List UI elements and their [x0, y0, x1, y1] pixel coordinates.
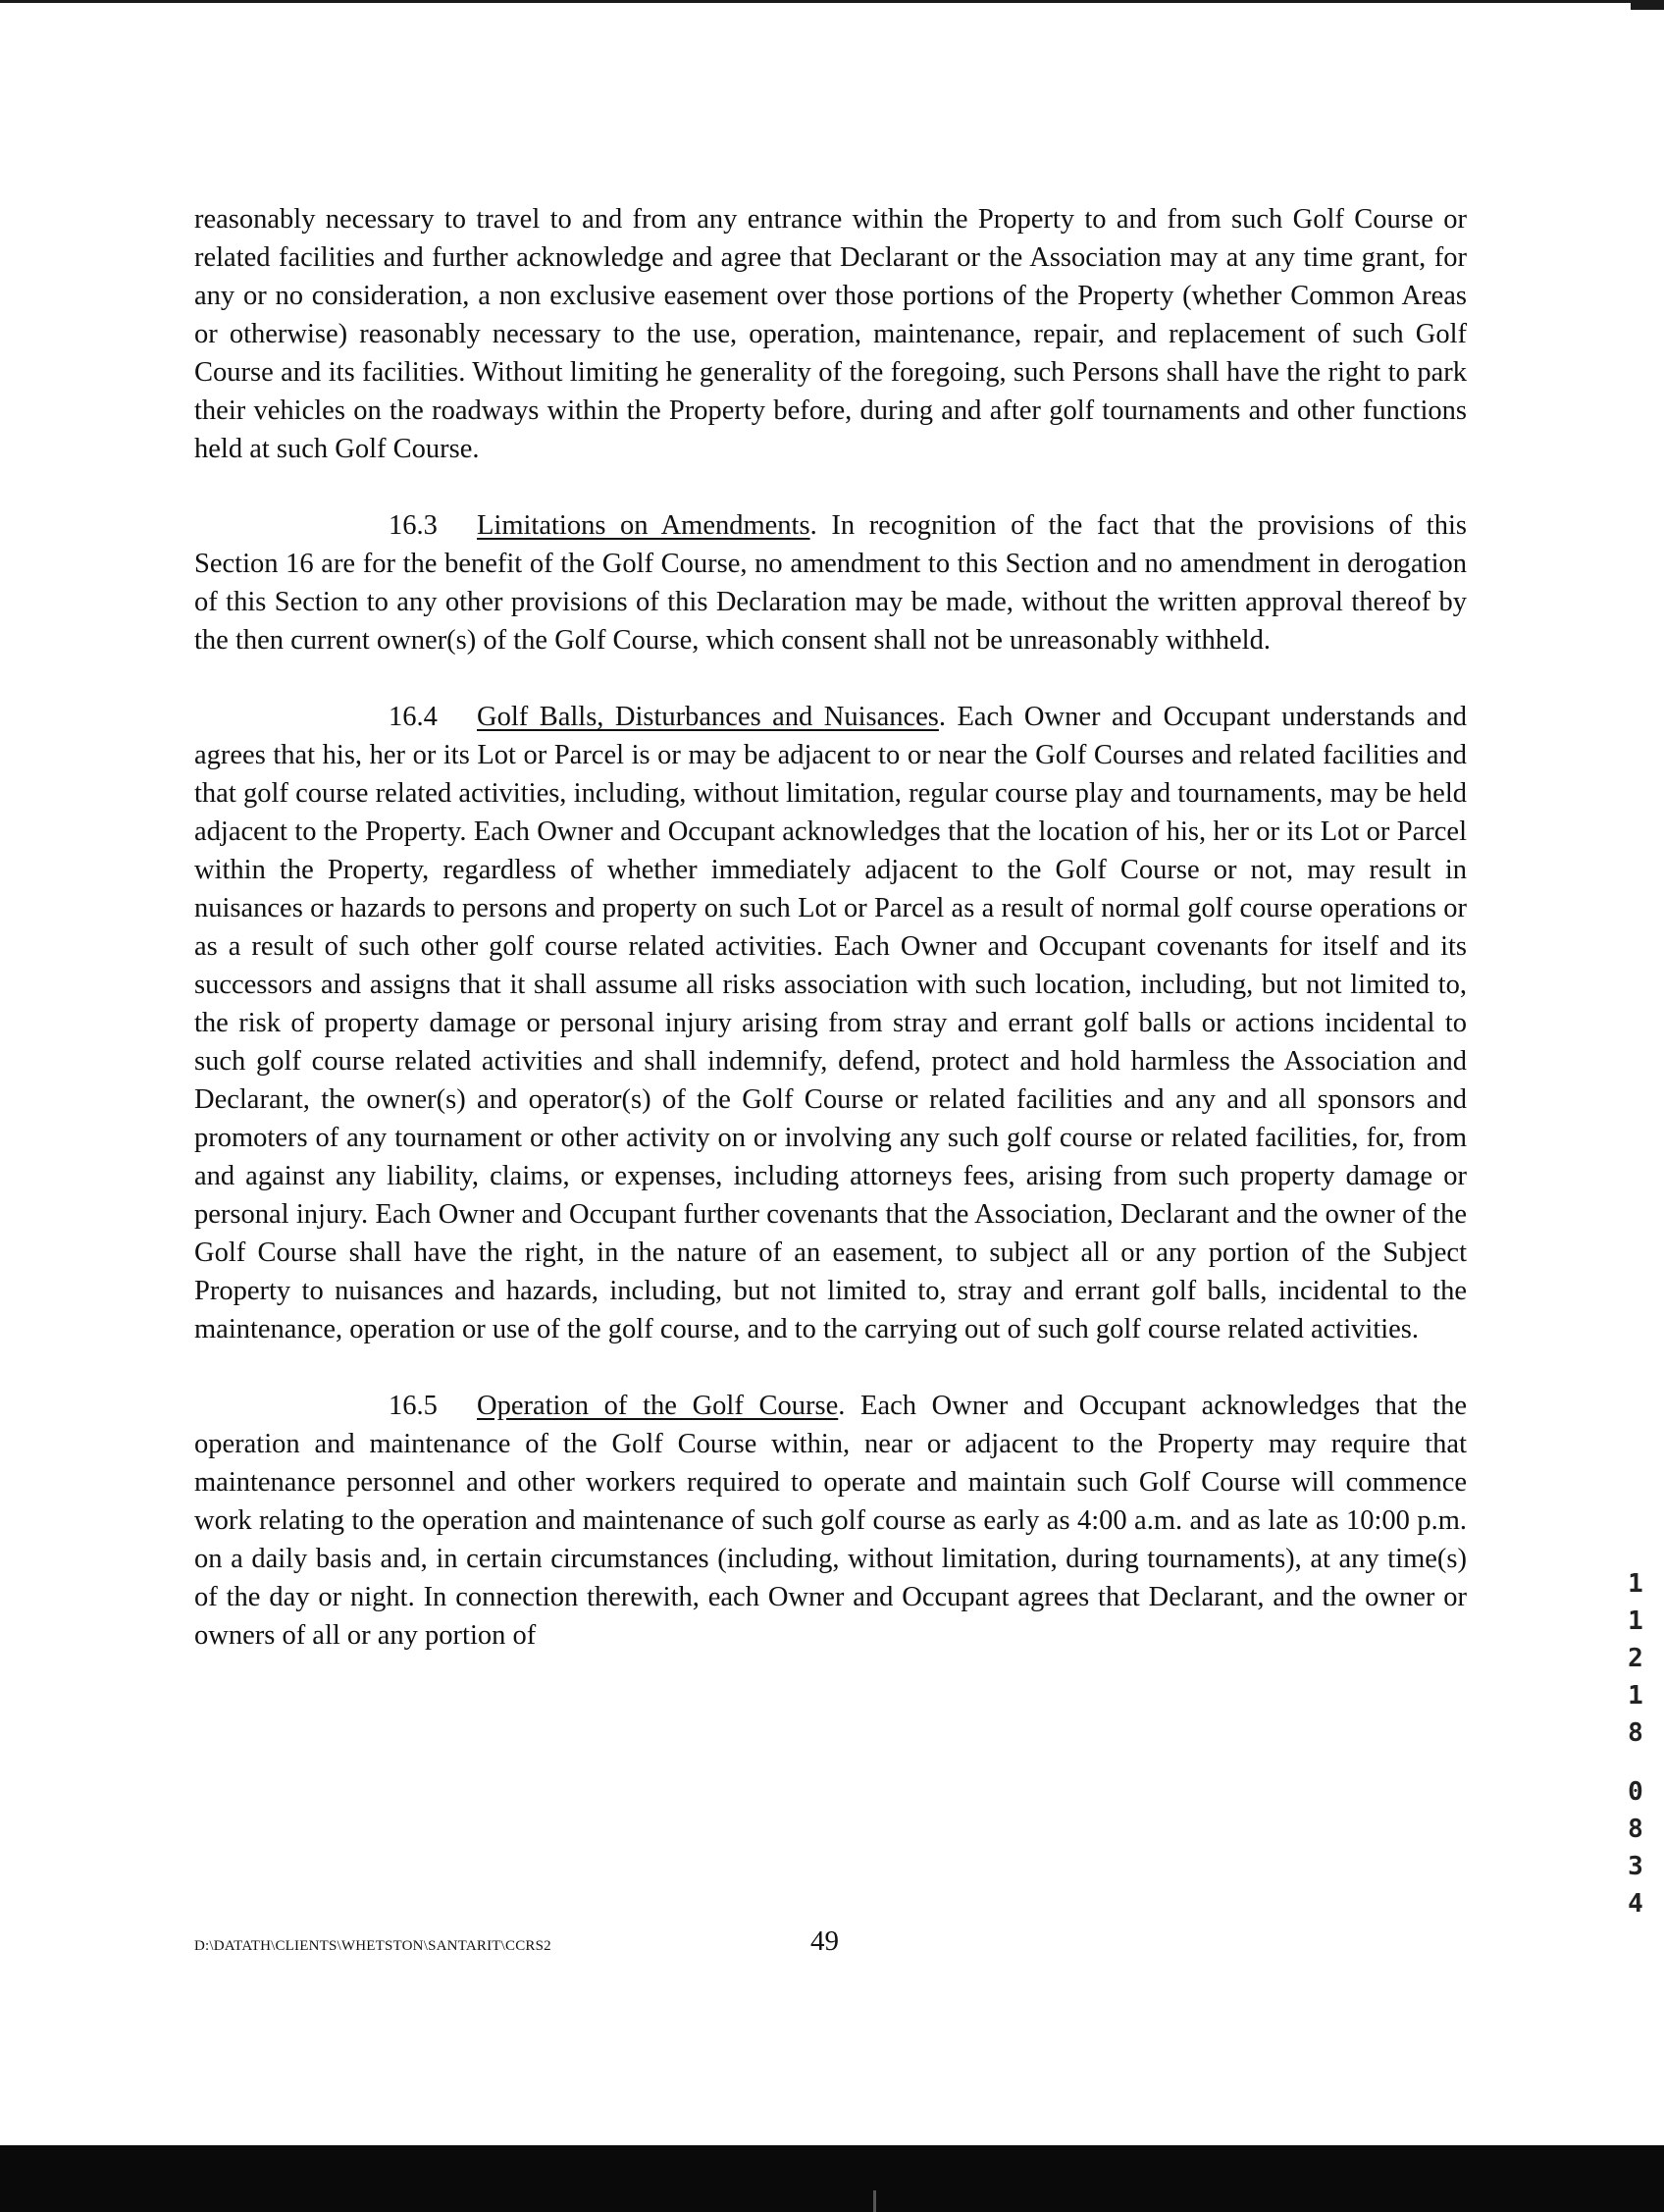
section-heading: Golf Balls, Disturbances and Nuisances [477, 702, 939, 732]
section-number: 16.3 [389, 510, 438, 541]
stamp-digit: 8 [1628, 1718, 1643, 1748]
scan-top-edge [0, 0, 1664, 3]
stamp-digit: 0 [1628, 1777, 1643, 1807]
stamp-digit: 1 [1628, 1569, 1643, 1599]
scan-bottom-edge [0, 2145, 1664, 2212]
section-body: . Each Owner and Occupant acknowledges that the operation and maintenance of the Golf Course within, near or adjacent to the Property may require that maintenance personnel and other workers required to operate and maintain such Golf Course will commence work relating to the operation and maintenance of such golf course as early as 4:00 a.m. and as late as 10:00 p.m. on a daily basis and, in certain circumstances (including, without limitation, during tournaments), at any time(s) of the day or night. In connection therewith, each Owner and Occupant agrees that Declarant, and the owner or owners of all or any portion of [194, 1391, 1467, 1651]
stamp-gap [1624, 1752, 1647, 1773]
stamp-digit: 1 [1628, 1606, 1643, 1636]
stamp-digit: 3 [1628, 1852, 1643, 1881]
stamp-digit: 2 [1628, 1644, 1643, 1673]
page-number: 49 [810, 1925, 839, 1957]
section-heading: Limitations on Amendments [477, 510, 810, 541]
stamp-digit: 1 [1628, 1681, 1643, 1711]
section-heading: Operation of the Golf Course [477, 1391, 839, 1421]
section-body: . In recognition of the fact that the provisions of this Section 16 are for the benefit of the Golf Course, no amendment to this Section and no amendment in derogation of this Section to any other provisions of this Declaration may be made, without the written approval thereof by the then current owner(s) of the Golf Course, which consent shall not be unreasonably withheld. [194, 510, 1467, 656]
margin-recording-stamp [1624, 1565, 1647, 1922]
section-number: 16.5 [389, 1391, 438, 1421]
document-body [194, 200, 1467, 1655]
section-16-5 [194, 1387, 1467, 1655]
paragraph-continuation: reasonably necessary to travel to and from any entrance within the Property to and from such Golf Course or related facilities and further acknowledge and agree that Declarant or the Association may at any time grant, for any or no consideration, a non exclusive easement over those portions of the Property (whether Common Areas or otherwise) reasonably necessary to the use, operation, maintenance, repair, and replacement of such Golf Course and its facilities. Without limiting he generality of the foregoing, such Persons shall have the right to park their vehicles on the roadways within the Property before, during and after golf tournaments and other functions held at such Golf Course. [194, 204, 1467, 464]
scan-corner-mark [1631, 0, 1664, 10]
section-16-3 [194, 506, 1467, 659]
scan-bottom-tick [873, 2190, 876, 2212]
section-number: 16.4 [389, 702, 438, 732]
footer-file-path: D:\DATATH\CLIENTS\WHETSTON\SANTARIT\CCRS2 [194, 1938, 551, 1954]
stamp-digit: 8 [1628, 1815, 1643, 1844]
section-16-4 [194, 698, 1467, 1348]
section-body: . Each Owner and Occupant understands and agrees that his, her or its Lot or Parcel is or may be adjacent to or near the Golf Courses and related facilities and that golf course related activities, including, without limitation, regular course play and tournaments, may be held adjacent to the Property. Each Owner and Occupant acknowledges that the location of his, her or its Lot or Parcel within the Property, regardless of whether immediately adjacent to the Golf Course or not, may result in nuisances or hazards to persons and property on such Lot or Parcel as a result of normal golf course operations or as a result of such other golf course related activities. Each Owner and Occupant covenants for itself and its successors and assigns that it shall assume all risks association with such location, including, but not limited to, the risk of property damage or personal injury arising from stray and errant golf balls or actions incidental to such golf course related activities and shall indemnify, defend, protect and hold harmless the Association and Declarant, the owner(s) and operator(s) of the Golf Course or related facilities and any and all sponsors and promoters of any tournament or other activity on or involving any such golf course or related facilities, for, from and against any liability, claims, or expenses, including attorneys fees, arising from such property damage or personal injury. Each Owner and Occupant further covenants that the Association, Declarant and the owner of the Golf Course shall have the right, in the nature of an easement, to subject all or any portion of the Subject Property to nuisances and hazards, including, but not limited to, stray and errant golf balls, incidental to the maintenance, operation or use of the golf course, and to the carrying out of such golf course related activities. [194, 702, 1467, 1344]
stamp-digit: 4 [1628, 1889, 1643, 1919]
